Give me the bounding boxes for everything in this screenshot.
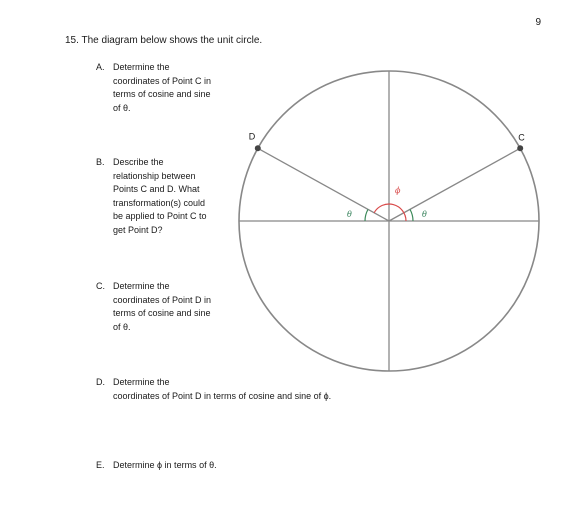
radius-to-point-c	[389, 148, 520, 221]
part-c-text: Determine the coordinates of Point D in terms of cosine and sine of θ.	[113, 281, 212, 332]
point-d	[255, 145, 261, 151]
part-e	[96, 459, 396, 473]
part-d-text: Determine the coordinates of Point D in terms of cosine and sine of ϕ.	[113, 377, 332, 401]
part-e-text: Determine ϕ in terms of θ.	[113, 460, 217, 470]
part-d-letter: D.	[96, 377, 105, 387]
part-b-text: Describe the relationship between Points C and D. What transformation(s) could be applied to Point C to get Point D?	[113, 157, 207, 235]
theta-arc-right	[410, 209, 413, 221]
part-a	[96, 61, 236, 115]
unit-circle-diagram	[236, 66, 542, 376]
question-text: The diagram below shows the unit circle.	[81, 35, 263, 46]
part-e-letter: E.	[96, 460, 105, 470]
unit-circle-svg	[236, 66, 542, 376]
part-d	[96, 376, 396, 403]
part-b	[96, 156, 236, 237]
page-number: 9	[535, 17, 541, 28]
point-d-label: D	[248, 131, 256, 142]
part-c-letter: C.	[96, 281, 105, 291]
theta-label-right: θ	[422, 210, 427, 219]
part-b-letter: B.	[96, 157, 105, 167]
question-prompt	[65, 35, 262, 46]
theta-label-left: θ	[347, 210, 352, 219]
theta-arc-left	[365, 209, 368, 221]
part-a-letter: A.	[96, 62, 105, 72]
radius-to-point-d	[258, 148, 389, 221]
part-a-text: Determine the coordinates of Point C in terms of cosine and sine of θ.	[113, 62, 212, 113]
question-number: 15.	[65, 35, 79, 46]
point-c-label: C	[518, 132, 525, 143]
phi-arc	[374, 204, 406, 221]
point-c	[517, 145, 523, 151]
part-c	[96, 280, 236, 334]
phi-label: ϕ	[395, 186, 401, 195]
